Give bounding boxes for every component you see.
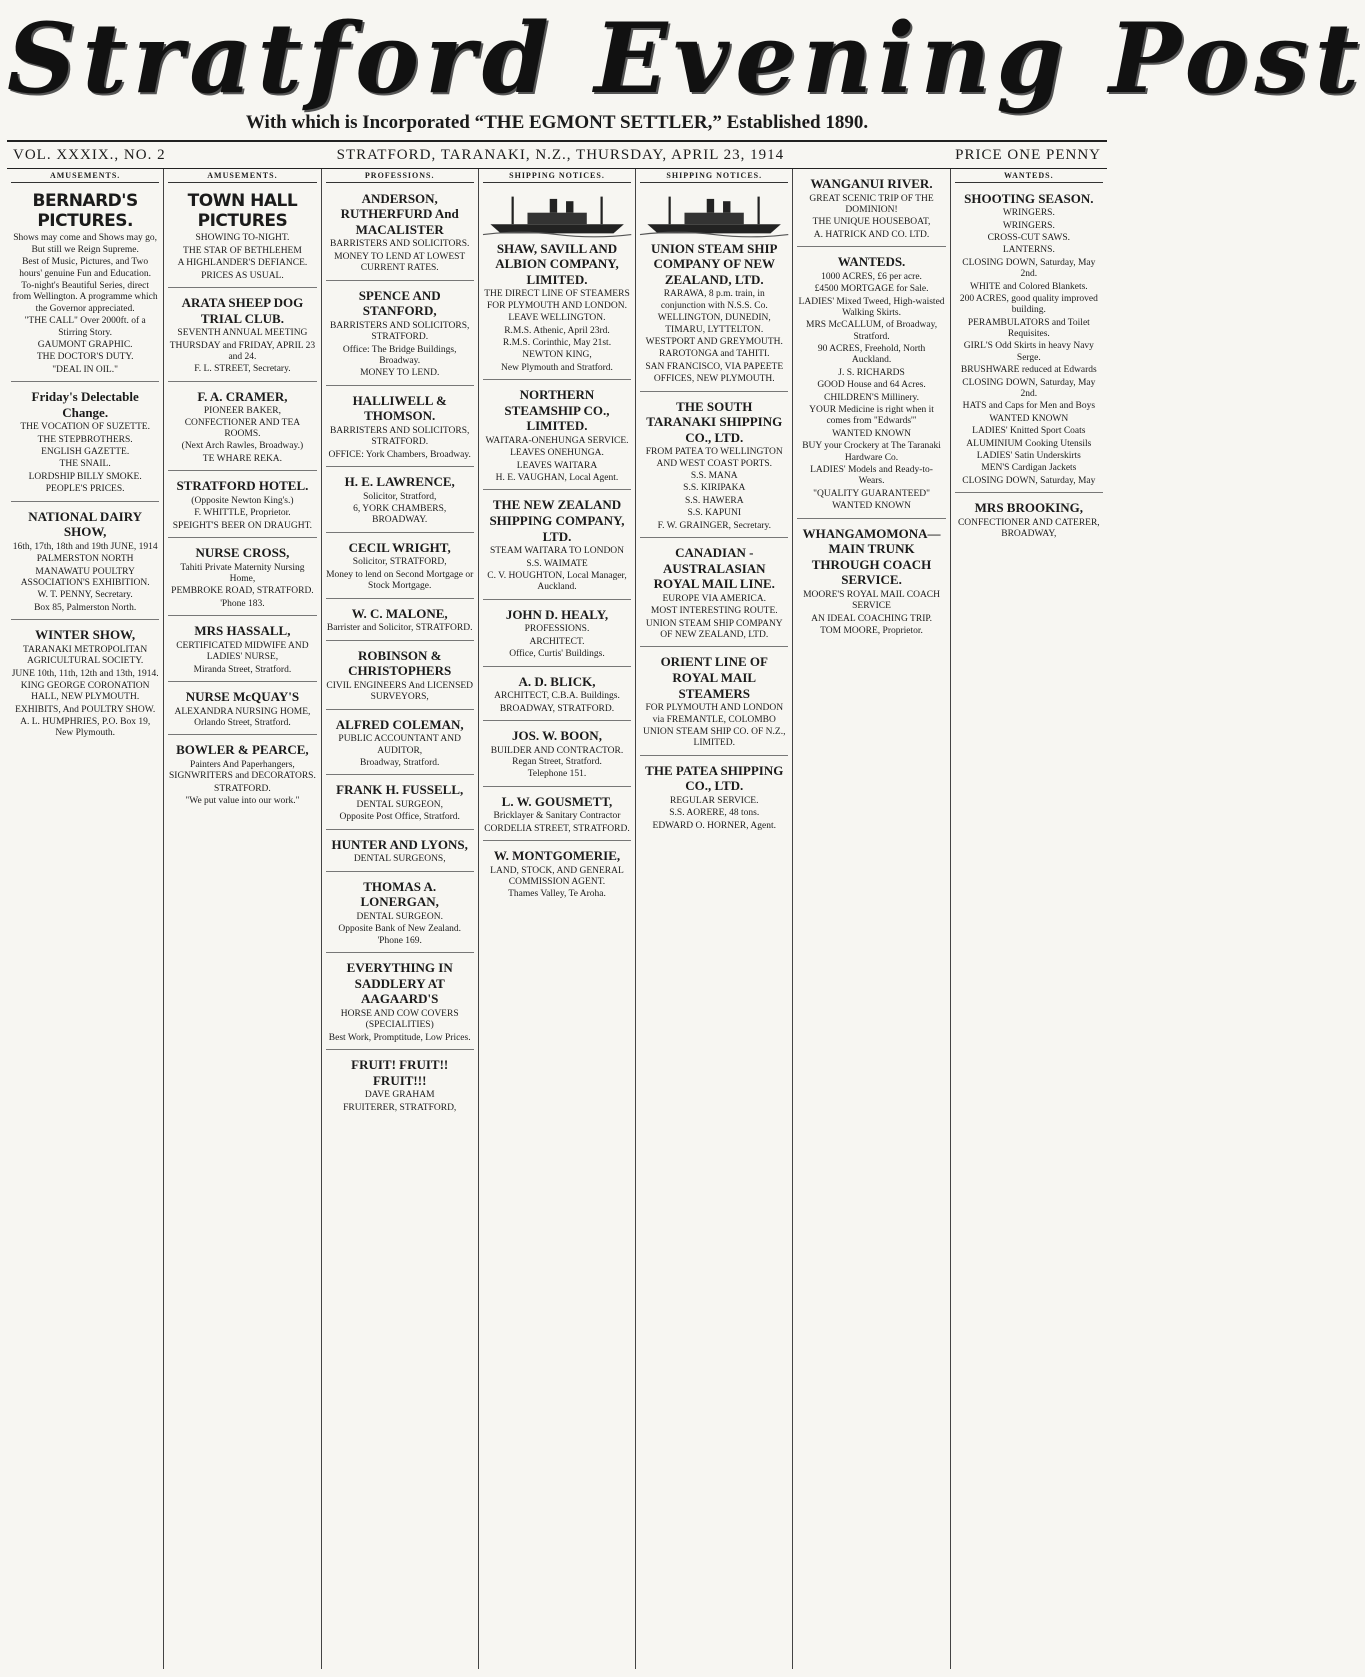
advertisement-title: SHOOTING SEASON.: [964, 190, 1094, 206]
advertisement-title: NATIONAL DAIRY SHOW,: [28, 508, 143, 540]
advertisement-title: CECIL WRIGHT,: [348, 539, 451, 555]
advertisement-line: Money to lend on Second Mortgage or Stock Mortgage.: [326, 569, 474, 592]
advertisement-title: FRANK H. FUSSELL,: [336, 782, 464, 798]
advertisement: [168, 473, 316, 538]
advertisement: [168, 737, 316, 812]
advertisement-line: LADIES' Knitted Sport Coats: [972, 426, 1086, 437]
advertisement-line: BUILDER AND CONTRACTOR. Regan Street, Stratford.: [490, 745, 624, 767]
column-heading: SHIPPING NOTICES.: [640, 171, 788, 183]
advertisement-line: GIRL'S Odd Skirts in heavy Navy Serge.: [963, 341, 1094, 363]
column-heading: AMUSEMENTS.: [11, 171, 159, 183]
advertisement-line: BROADWAY, STRATFORD.: [499, 703, 615, 714]
advertisement-title: L. W. GOUSMETT,: [501, 793, 613, 809]
advertisement-line: TOM MOORE, Proprietor.: [820, 626, 923, 637]
advertisement: [326, 874, 474, 953]
advertisement-line: RAROTONGA and TAHITI.: [659, 349, 770, 360]
advertisement-line: Best of Music, Pictures, and Two hours' genuine Fun and Education.: [19, 257, 152, 279]
advertisement-line: MANAWATU POULTRY ASSOCIATION'S EXHIBITION.: [20, 566, 150, 588]
advertisement-line: WANTED KNOWN: [832, 501, 911, 512]
advertisement-line: LEAVE WELLINGTON.: [508, 313, 606, 324]
advertisement-line: CLOSING DOWN, Saturday, May: [962, 475, 1096, 486]
advertisement-line: THE STAR OF BETHLEHEM: [183, 245, 302, 256]
advertisement: [640, 649, 788, 755]
advertisement-line: (Opposite Newton King's.): [191, 495, 294, 506]
column-7: [951, 169, 1107, 1669]
advertisement-line: "We put value into our work.": [185, 796, 300, 807]
advertisement-line: 1000 ACRES, £6 per acre.: [821, 271, 922, 282]
column-2: [164, 169, 321, 1669]
advertisement-title: WINTER SHOW,: [35, 627, 136, 643]
advertisement-line: FOR PLYMOUTH AND LONDON via FREMANTLE, COLOMBO: [645, 703, 784, 725]
advertisement-title: MRS HASSALL,: [194, 623, 291, 639]
advertisement-line: Best Work, Promptitude, Low Prices.: [328, 1032, 471, 1043]
advertisement-line: WRINGERS.: [1002, 220, 1055, 231]
advertisement: [326, 643, 474, 710]
advertisement-line: DENTAL SURGEON,: [356, 799, 443, 810]
advertisement-line: 'Phone 183.: [220, 598, 265, 609]
advertisement: [483, 789, 631, 841]
column-5: [636, 169, 793, 1669]
advertisement-line: TARANAKI METROPOLITAN AGRICULTURAL SOCIETY.: [22, 644, 148, 667]
advertisement: [483, 669, 631, 721]
advertisement-line: S.S. MANA: [690, 471, 738, 482]
advertisement-line: THE STEPBROTHERS.: [37, 434, 133, 445]
advertisement-title: THE NEW ZEALAND SHIPPING COMPANY, LTD.: [489, 497, 625, 544]
advertisement: [168, 540, 316, 616]
column-3: [322, 169, 479, 1669]
advertisement-line: "QUALITY GUARANTEED": [813, 488, 930, 499]
advertisement-line: R.M.S. Corinthic, May 21st.: [502, 337, 612, 348]
advertisement-line: A HIGHLANDER'S DEFIANCE.: [177, 258, 308, 269]
advertisement-title: WANGANUI RIVER.: [810, 176, 933, 191]
advertisement-line: S.S. HAWERA: [684, 495, 744, 506]
advertisement-line: THE SNAIL.: [59, 459, 111, 470]
advertisement-line: Opposite Post Office, Stratford.: [339, 812, 460, 823]
column-heading: SHIPPING NOTICES.: [483, 171, 631, 183]
advertisement-line: THE VOCATION OF SUZETTE.: [20, 422, 150, 433]
advertisement-title: NORTHERN STEAMSHIP CO., LIMITED.: [504, 387, 610, 434]
advertisement-line: WESTPORT AND GREYMOUTH.: [645, 336, 783, 347]
advertisement: [483, 602, 631, 667]
advertisement-line: S.S. KAPUNI: [687, 508, 742, 519]
advertisement-line: Thames Valley, Te Aroha.: [508, 889, 606, 900]
advertisement-line: THE DIRECT LINE OF STEAMERS FOR PLYMOUTH AND LONDON.: [484, 289, 630, 311]
advertisement-line: DENTAL SURGEON.: [356, 911, 443, 922]
advertisement-line: LADIES' Satin Underskirts: [976, 451, 1081, 461]
advertisement-line: F. L. STREET, Secretary.: [194, 364, 291, 375]
advertisement-title: H. E. LAWRENCE,: [344, 474, 455, 490]
advertisement-title: JOHN D. HEALY,: [505, 606, 609, 622]
advertisement-line: H. E. VAUGHAN, Local Agent.: [495, 473, 619, 484]
advertisement-line: To-night's Beautiful Series, direct from Wellington. A programme which the Governor appreciated.: [12, 280, 158, 314]
advertisement-line: 6, YORK CHAMBERS, BROADWAY.: [353, 504, 447, 526]
advertisement: [11, 622, 159, 745]
advertisement-line: W. T. PENNY, Secretary.: [37, 590, 133, 601]
advertisement-line: Painters And Paperhangers, SIGNWRITERS and DECORATORS.: [169, 759, 316, 782]
advertisement-line: UNION STEAM SHIP CO. OF N.Z., LIMITED.: [643, 726, 786, 749]
advertisement-line: THE DOCTOR'S DUTY.: [36, 352, 134, 363]
steamship-illustration: [483, 192, 631, 238]
advertisement-line: ENGLISH GAZETTE.: [41, 447, 130, 458]
advertisement-line: CROSS-CUT SAWS.: [987, 232, 1071, 243]
advertisement: [483, 186, 631, 381]
advertisement-title: BERNARD'S PICTURES.: [32, 190, 138, 231]
advertisement-title: ORIENT LINE OF ROYAL MAIL STEAMERS: [660, 654, 768, 701]
advertisement-line: Tahiti Private Maternity Nursing Home,: [180, 562, 305, 584]
advertisement-line: LANTERNS.: [1002, 245, 1055, 256]
advertisement-line: F. WHITTLE, Proprietor.: [194, 508, 291, 519]
advertisement-line: SHOWING TO-NIGHT.: [195, 233, 290, 244]
advertisement-line: YOUR Medicine is right when it comes from "Edwards'": [809, 405, 934, 427]
advertisement-line: PUBLIC ACCOUNTANT AND AUDITOR,: [338, 734, 461, 756]
advertisement: [326, 388, 474, 467]
advertisement-line: RARAWA, 8 p.m. train, in conjunction with N.S.S. Co.: [660, 289, 768, 311]
advertisement-line: J. S. RICHARDS: [838, 367, 905, 378]
advertisement-title: STRATFORD HOTEL.: [176, 478, 309, 494]
advertisement-title: THOMAS A. LONERGAN,: [360, 878, 439, 910]
advertisement-line: FROM PATEA TO WELLINGTON AND WEST COAST PORTS.: [645, 447, 783, 469]
advertisement: [326, 955, 474, 1050]
advertisement-line: PIONEER BAKER, CONFECTIONER AND TEA ROOMS.: [184, 406, 301, 440]
advertisement-line: "THE CALL" Over 2000ft. of a Stirring Story.: [24, 316, 146, 338]
advertisement-title: W. C. MALONE,: [351, 605, 448, 621]
advertisement-line: A. HATRICK AND CO. LTD.: [813, 229, 930, 240]
masthead: [7, 0, 1365, 140]
advertisement: [955, 186, 1103, 494]
columns-container: [7, 169, 1107, 1669]
advertisement-line: £4500 MORTGAGE for Sale.: [814, 284, 929, 295]
advertisement-line: AN IDEAL COACHING TRIP.: [811, 613, 932, 624]
advertisement-line: NEWTON KING,: [522, 350, 592, 361]
advertisement-line: LORDSHIP BILLY SMOKE.: [28, 471, 142, 482]
place-date: STRATFORD, TARANAKI, N.Z., THURSDAY, APRIL 23, 1914: [336, 146, 785, 163]
advertisement-title: Friday's Delectable Change.: [31, 389, 139, 420]
advertisement-line: GREAT SCENIC TRIP OF THE DOMINION!: [809, 193, 934, 215]
advertisement-line: "DEAL IN OIL.": [52, 364, 118, 375]
advertisement: [483, 843, 631, 906]
advertisement: [11, 504, 159, 621]
advertisement-line: S.S. WAIMATE: [526, 558, 588, 569]
advertisement-title: NURSE McQUAY'S: [185, 688, 300, 704]
advertisement: [326, 469, 474, 533]
advertisement-line: MOST INTERESTING ROUTE.: [650, 606, 778, 617]
advertisement: [326, 535, 474, 599]
advertisement-line: PALMERSTON NORTH: [36, 554, 134, 565]
advertisement-title: HUNTER AND LYONS,: [331, 836, 468, 852]
advertisement-line: 90 ACRES, Freehold, North Auckland.: [817, 344, 926, 366]
advertisement-line: WANTED KNOWN: [832, 428, 911, 439]
advertisement-line: BRUSHWARE reduced at Edwards: [960, 365, 1097, 376]
advertisement-line: WELLINGTON, DUNEDIN, TIMARU, LYTTELTON.: [657, 313, 771, 335]
advertisement-title: ANDERSON, RUTHERFURD And MACALISTER: [340, 190, 459, 237]
advertisement-line: PEOPLE'S PRICES.: [45, 484, 125, 495]
advertisement-line: MOORE'S ROYAL MAIL COACH SERVICE: [803, 589, 940, 612]
advertisement-line: EDWARD O. HORNER, Agent.: [652, 820, 777, 831]
advertisement: [168, 618, 316, 682]
advertisement-line: Miranda Street, Stratford.: [193, 664, 292, 675]
advertisement: [955, 495, 1103, 545]
advertisement: [168, 384, 316, 472]
advertisement-line: ARCHITECT.: [529, 636, 585, 647]
advertisement: [168, 290, 316, 382]
advertisement-line: THE UNIQUE HOUSEBOAT,: [812, 217, 931, 228]
advertisement-line: EUROPE VIA AMERICA.: [662, 593, 767, 604]
advertisement-line: OFFICES, NEW PLYMOUTH.: [653, 374, 775, 385]
advertisement-line: MONEY TO LEND.: [360, 368, 440, 379]
advertisement-title: WANTEDS.: [837, 254, 906, 270]
advertisement-title: JOS. W. BOON,: [512, 727, 602, 743]
advertisement-line: CIVIL ENGINEERS And LICENSED SURVEYORS,: [326, 680, 474, 703]
advertisement: [483, 723, 631, 787]
advertisement-title: CANADIAN - AUSTRALASIAN ROYAL MAIL LINE.: [653, 545, 775, 592]
advertisement: [11, 186, 159, 382]
advertisement-line: C. V. HOUGHTON, Local Manager, Auckland.: [487, 571, 627, 593]
advertisement-line: ALEXANDRA NURSING HOME, Orlando Street, Stratford.: [174, 706, 311, 728]
advertisement: [11, 384, 159, 502]
advertisement-line: REGULAR SERVICE.: [670, 795, 759, 806]
advertisement-line: BARRISTERS AND SOLICITORS.: [329, 239, 470, 250]
advertisement: [326, 186, 474, 281]
advertisement-line: CONFECTIONER AND CATERER, BROADWAY,: [957, 517, 1100, 540]
advertisement-line: CLOSING DOWN, Saturday, May 2nd.: [962, 257, 1096, 280]
advertisement: [168, 684, 316, 735]
advertisement-line: CLOSING DOWN, Saturday, May 2nd.: [962, 377, 1096, 400]
advertisement-line: A. L. HUMPHRIES, P.O. Box 19, New Plymouth.: [20, 717, 151, 739]
price: PRICE ONE PENNY: [955, 146, 1101, 163]
advertisement-line: Office: The Bridge Buildings, Broadway.: [342, 344, 457, 366]
advertisement: [640, 540, 788, 647]
advertisement-line: OFFICE: York Chambers, Broadway.: [328, 449, 471, 460]
advertisement-line: 200 ACRES, good quality improved building.: [959, 293, 1098, 316]
advertisement: [326, 1052, 474, 1119]
advertisement-line: LEAVES ONEHUNGA.: [510, 448, 604, 459]
advertisement-line: HORSE AND COW COVERS (SPECIALITIES): [340, 1008, 459, 1031]
advertisement-line: Shows may come and Shows may go, But still we Reign Supreme.: [13, 233, 158, 255]
advertisement: [640, 394, 788, 539]
advertisement-title: THE PATEA SHIPPING CO., LTD.: [645, 762, 784, 794]
advertisement-line: WRINGERS.: [1002, 208, 1055, 219]
advertisement-line: WHITE and Colored Blankets.: [969, 281, 1088, 292]
dateline: [7, 140, 1107, 169]
advertisement-title: BOWLER & PEARCE,: [176, 742, 309, 758]
advertisement-line: THURSDAY and FRIDAY, APRIL 23 and 24.: [169, 340, 316, 362]
advertisement-line: MONEY TO LEND AT LOWEST CURRENT RATES.: [334, 251, 466, 274]
advertisement-title: ROBINSON & CHRISTOPHERS: [348, 647, 452, 679]
advertisement-title: HALLIWELL & THOMSON.: [352, 392, 447, 424]
advertisement: [640, 186, 788, 392]
advertisement-title: A. D. BLICK,: [518, 673, 596, 689]
advertisement-title: SPENCE AND STANFORD,: [358, 287, 441, 319]
advertisement-line: LADIES' Mixed Tweed, High-waisted Walking Skirts.: [798, 296, 945, 318]
column-heading: WANTEDS.: [955, 171, 1103, 183]
advertisement-line: PEMBROKE ROAD, STRATFORD.: [171, 586, 314, 597]
advertisement-line: UNION STEAM SHIP COMPANY OF NEW ZEALAND, LTD.: [645, 618, 783, 640]
advertisement-line: F. W. GRAINGER, Secretary.: [657, 520, 771, 531]
advertisement-line: HATS and Caps for Men and Boys: [962, 401, 1096, 412]
advertisement-line: Opposite Bank of New Zealand. 'Phone 169.: [338, 924, 462, 946]
advertisement-line: PROFESSIONS.: [524, 624, 590, 635]
advertisement-line: STRATFORD.: [214, 783, 271, 794]
column-heading: PROFESSIONS.: [326, 171, 474, 183]
advertisement-line: Telephone 151.: [527, 769, 587, 780]
advertisement-title: ALFRED COLEMAN,: [335, 716, 464, 732]
advertisement-title: THE SOUTH TARANAKI SHIPPING CO., LTD.: [646, 398, 783, 445]
advertisement-line: S.S. AORERE, 48 tons.: [669, 808, 760, 819]
advertisement-line: 16th, 17th, 18th and 19th JUNE, 1914: [12, 541, 158, 552]
advertisement: [797, 171, 945, 247]
advertisement: [797, 521, 945, 643]
advertisement-line: WANTED KNOWN: [989, 413, 1069, 424]
advertisement: [326, 777, 474, 829]
advertisement-line: BARRISTERS AND SOLICITORS, STRATFORD.: [329, 320, 470, 343]
advertisement-line: ARCHITECT, C.B.A. Buildings.: [494, 691, 620, 702]
advertisement-line: Barrister and Solicitor, STRATFORD.: [326, 623, 473, 634]
advertisement-line: EXHIBITS, And POULTRY SHOW.: [15, 704, 156, 715]
advertisement-line: Box 85, Palmerston North.: [34, 602, 137, 613]
advertisement-line: GOOD House and 64 Acres.: [817, 380, 926, 391]
advertisement-title: WHANGAMOMONA—MAIN TRUNK THROUGH COACH SERVICE.: [802, 525, 941, 588]
advertisement-line: Solicitor, Stratford,: [363, 491, 437, 502]
advertisement-line: WAITARA-ONEHUNGA SERVICE.: [485, 435, 629, 446]
advertisement-line: (Next Arch Rawles, Broadway.): [181, 441, 304, 452]
advertisement-line: Bricklayer & Sanitary Contractor: [493, 811, 621, 822]
advertisement-line: KING GEORGE CORONATION HALL, NEW PLYMOUTH.: [20, 680, 150, 703]
advertisement-line: MEN'S Cardigan Jackets: [981, 463, 1077, 474]
advertisement-line: JUNE 10th, 11th, 12th and 13th, 1914.: [11, 668, 159, 679]
advertisement-line: STEAM WAITARA TO LONDON: [489, 546, 625, 557]
advertisement-line: BARRISTERS AND SOLICITORS, STRATFORD.: [329, 425, 470, 448]
advertisement-title: SHAW, SAVILL AND ALBION COMPANY, LIMITED.: [495, 240, 619, 287]
advertisement-line: FRUITERER, STRATFORD,: [343, 1102, 457, 1113]
advertisement-line: LAND, STOCK, AND GENERAL COMMISSION AGENT.: [490, 865, 624, 888]
advertisement-line: CERTIFICATED MIDWIFE AND LADIES' NURSE,: [176, 640, 309, 663]
advertisement-title: F. A. CRAMER,: [197, 388, 288, 404]
advertisement-line: S.S. KIRIPAKA: [683, 483, 746, 494]
advertisement-line: Broadway, Stratford.: [360, 757, 440, 768]
advertisement-line: SPEIGHT'S BEER ON DRAUGHT.: [172, 520, 313, 531]
advertisement-line: GAUMONT GRAPHIC.: [37, 339, 133, 350]
advertisement-line: R.M.S. Athenic, April 23rd.: [504, 325, 610, 336]
advertisement-line: LADIES' Models and Ready-to-Wears.: [810, 465, 933, 487]
advertisement-line: SEVENTH ANNUAL MEETING: [177, 328, 308, 339]
advertisement-line: DENTAL SURGEONS,: [353, 854, 446, 865]
advertisement-line: ALUMINIUM Cooking Utensils: [966, 438, 1092, 449]
advertisement: [168, 186, 316, 288]
advertisement-line: New Plymouth and Stratford.: [501, 362, 613, 373]
advertisement: [640, 758, 788, 837]
advertisement: [326, 601, 474, 641]
advertisement-line: TE WHARE REKA.: [202, 453, 283, 464]
volume-number: VOL. XXXIX., NO. 2: [13, 146, 166, 163]
advertisement-line: BUY your Crockery at The Taranaki Hardware Co.: [802, 441, 941, 463]
column-1: [7, 169, 164, 1669]
advertisement-line: PERAMBULATORS and Toilet Requisites.: [967, 317, 1090, 340]
column-4: [479, 169, 636, 1669]
advertisement-line: Office, Curtis' Buildings.: [509, 649, 605, 660]
steamship-illustration: [640, 192, 788, 238]
newspaper-page: [7, 0, 1365, 1677]
advertisement-line: Solicitor, STRATFORD,: [352, 557, 447, 568]
advertisement: [326, 283, 474, 386]
advertisement: [326, 712, 474, 776]
advertisement-line: PRICES AS USUAL.: [201, 270, 284, 281]
advertisement-line: CHILDREN'S Millinery.: [824, 392, 920, 403]
advertisement-title: MRS BROOKING,: [974, 500, 1083, 516]
advertisement-title: EVERYTHING IN SADDLERY AT AAGAARD'S: [346, 960, 453, 1007]
advertisement-line: DAVE GRAHAM: [364, 1090, 435, 1101]
advertisement-line: SAN FRANCISCO, VIA PAPEETE: [645, 361, 784, 372]
advertisement-title: TOWN HALL PICTURES: [187, 190, 298, 231]
column-heading: AMUSEMENTS.: [168, 171, 316, 183]
advertisement-line: LEAVES WAITARA: [516, 460, 598, 471]
newspaper-title: Stratford Evening Post: [7, 2, 1365, 115]
advertisement-line: MRS McCALLUM, of Broadway, Stratford.: [806, 320, 938, 342]
advertisement: [483, 382, 631, 490]
advertisement-line: CORDELIA STREET, STRATFORD.: [484, 823, 630, 834]
advertisement-title: W. MONTGOMERIE,: [493, 848, 621, 864]
advertisement-title: ARATA SHEEP DOG TRIAL CLUB.: [181, 294, 304, 326]
advertisement: [797, 249, 945, 518]
column-6: [793, 169, 950, 1669]
newspaper-subtitle: With which is Incorporated “THE EGMONT SETTLER,” Established 1890.: [245, 112, 869, 133]
advertisement: [483, 492, 631, 599]
advertisement-title: NURSE CROSS,: [195, 545, 290, 560]
advertisement-title: FRUIT! FRUIT!! FRUIT!!!: [351, 1056, 449, 1088]
advertisement-title: UNION STEAM SHIP COMPANY OF NEW ZEALAND, LTD.: [651, 240, 778, 287]
advertisement: [326, 832, 474, 872]
